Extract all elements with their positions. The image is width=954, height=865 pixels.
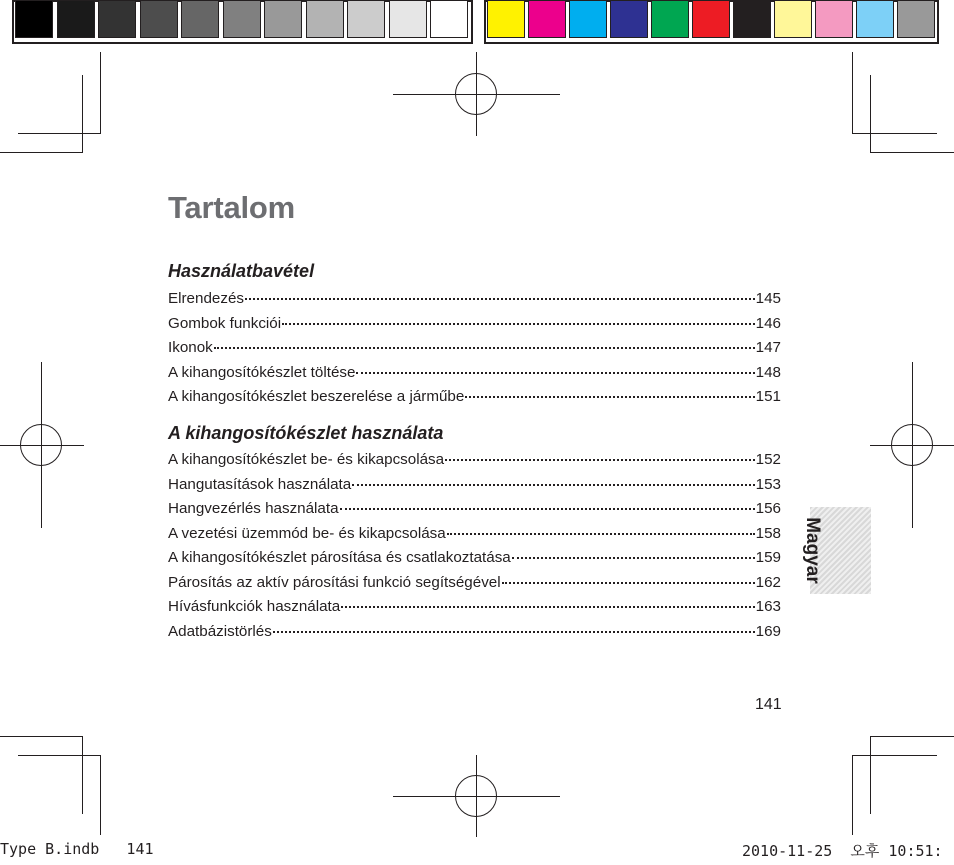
- crop-mark: [852, 52, 853, 134]
- toc-entry-label: A kihangosítókészlet töltése: [168, 363, 356, 381]
- toc-entry[interactable]: [168, 522, 781, 547]
- toc-entry-label: Elrendezés: [168, 290, 244, 307]
- toc-entry-page: 162: [755, 573, 781, 591]
- page-title: Tartalom: [168, 190, 296, 225]
- crop-mark: [82, 75, 83, 153]
- toc-entry-page: 156: [755, 500, 781, 517]
- toc-entry[interactable]: [168, 287, 781, 312]
- language-tab-label: Magyar: [802, 517, 823, 584]
- color-swatch: [733, 0, 771, 38]
- dot-leader: [273, 631, 755, 633]
- crop-mark: [852, 133, 937, 134]
- color-swatch: [651, 0, 689, 38]
- process-color-bar: [0, 0, 954, 44]
- dot-leader: [341, 606, 754, 608]
- toc-entry-label: A vezetési üzemmód be- és kikapcsolása: [168, 524, 446, 542]
- toc-entry[interactable]: [168, 473, 781, 498]
- toc-entry-page: 159: [755, 549, 781, 566]
- toc-entry-label: Ikonok: [168, 339, 213, 356]
- dot-leader: [282, 323, 755, 325]
- color-swatch: [774, 0, 812, 38]
- toc-entry-label: A kihangosítókészlet beszerelése a járműbe: [168, 388, 465, 405]
- crop-mark: [82, 736, 83, 814]
- print-slug-filename: Type B.indb 141: [0, 840, 154, 858]
- toc-entry[interactable]: [168, 361, 781, 386]
- toc-entry-page: 163: [755, 598, 781, 615]
- crop-mark: [18, 133, 101, 134]
- color-swatch: [610, 0, 648, 38]
- toc-entry-page: 151: [755, 388, 781, 405]
- toc-entry-label: Hívásfunkciók használata: [168, 598, 341, 615]
- toc-entry-label: A kihangosítókészlet párosítása és csatlakoztatása: [168, 549, 511, 566]
- page-number: 141: [755, 696, 782, 713]
- crop-mark: [870, 75, 871, 153]
- toc-entry-label: A kihangosítókészlet be- és kikapcsolása: [168, 451, 445, 468]
- toc-entry[interactable]: [168, 336, 781, 361]
- dot-leader: [352, 484, 754, 486]
- crop-mark: [100, 755, 101, 835]
- toc-entry[interactable]: [168, 497, 781, 522]
- dot-leader: [340, 508, 755, 510]
- dot-leader: [245, 298, 755, 300]
- crop-mark: [870, 152, 954, 153]
- crop-mark: [852, 755, 937, 756]
- dot-leader: [445, 459, 755, 461]
- dot-leader: [502, 582, 755, 584]
- toc-entry-label: Hangutasítások használata: [168, 475, 352, 493]
- color-swatch: [692, 0, 730, 38]
- dot-leader: [214, 347, 755, 349]
- toc-entry-label: Adatbázistörlés: [168, 622, 272, 640]
- toc-entry[interactable]: [168, 546, 781, 571]
- toc-entry-page: 153: [755, 475, 781, 493]
- language-tab: [802, 507, 871, 594]
- toc-entry-page: 145: [755, 290, 781, 307]
- crop-mark: [870, 736, 871, 814]
- color-swatch: [569, 0, 607, 38]
- toc-entry-page: 147: [755, 339, 781, 356]
- toc-entry-page: 148: [755, 363, 781, 381]
- crop-mark: [0, 736, 83, 737]
- toc-list: [168, 287, 781, 410]
- toc-entry[interactable]: [168, 448, 781, 473]
- color-swatch: [897, 0, 935, 38]
- toc-entry[interactable]: [168, 312, 781, 337]
- toc-entry-page: 169: [755, 622, 781, 640]
- crop-mark: [100, 52, 101, 134]
- section-heading: A kihangosítókészlet használata: [168, 423, 444, 443]
- toc-entry[interactable]: [168, 595, 781, 620]
- print-slug-timestamp: 2010-11-25 오후 10:51:: [742, 842, 943, 860]
- color-swatch: [528, 0, 566, 38]
- toc-entry-label: Hangvezérlés használata: [168, 500, 339, 517]
- toc-entry-label: Párosítás az aktív párosítási funkció segítségével: [168, 573, 501, 591]
- toc-entry-page: 146: [755, 314, 781, 332]
- color-swatch: [856, 0, 894, 38]
- crop-mark: [0, 152, 83, 153]
- toc-entry-page: 158: [755, 524, 781, 542]
- dot-leader: [356, 372, 754, 374]
- toc-entry[interactable]: [168, 385, 781, 410]
- dot-leader: [447, 533, 755, 535]
- toc-list: [168, 448, 781, 644]
- toc-entry[interactable]: [168, 620, 781, 645]
- dot-leader: [512, 557, 755, 559]
- toc-entry[interactable]: [168, 571, 781, 596]
- crop-mark: [870, 736, 954, 737]
- crop-mark: [18, 755, 101, 756]
- toc-entry-page: 152: [755, 451, 781, 468]
- section-heading: Használatbavétel: [168, 261, 315, 281]
- color-swatch: [487, 0, 525, 38]
- toc-entry-label: Gombok funkciói: [168, 314, 282, 332]
- dot-leader: [465, 396, 754, 398]
- color-swatch: [815, 0, 853, 38]
- crop-mark: [852, 755, 853, 835]
